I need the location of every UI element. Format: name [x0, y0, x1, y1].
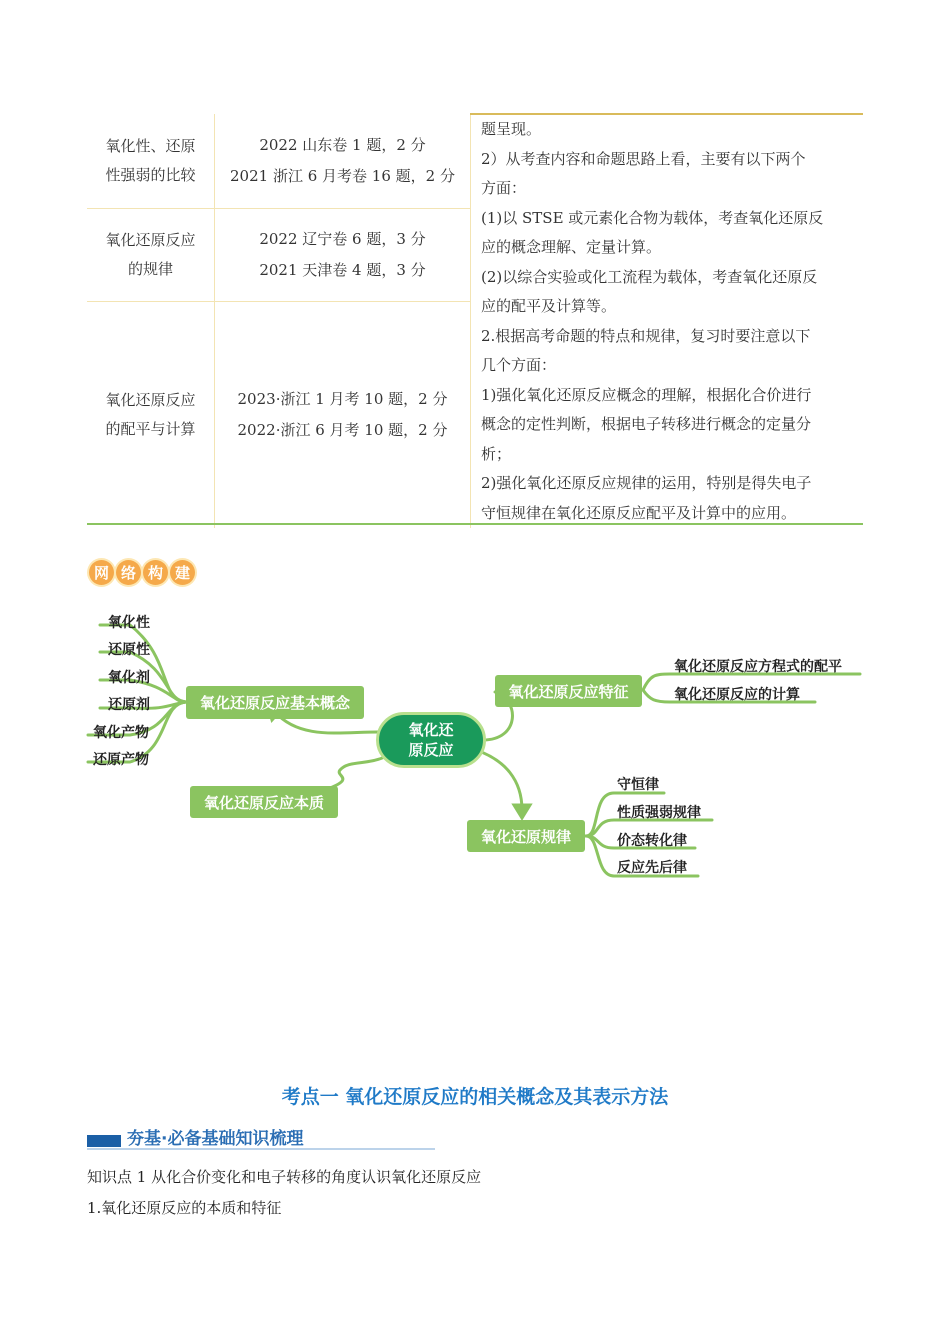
- leaf-strength: 性质强弱规律: [617, 805, 701, 821]
- subhead-bar: [87, 1135, 121, 1147]
- subhead-text: 夯基·必备基础知识梳理: [127, 1129, 304, 1149]
- network-badge: [89, 560, 195, 588]
- node-basic-concepts: 氧化还原反应基本概念: [186, 686, 364, 719]
- leaf-conservation: 守恒律: [617, 777, 659, 793]
- leaf-balancing: 氧化还原反应方程式的配平: [674, 659, 842, 675]
- badge-char: 构: [143, 560, 168, 585]
- table-cell-exams: 2022 山东卷 1 题，2 分 2021 浙江 6 月考卷 16 题，2 分: [215, 114, 471, 208]
- leaf-valence: 价态转化律: [617, 833, 687, 849]
- exam-analysis-table: [87, 113, 863, 528]
- knowledge-point: 知识点 1 从化合价变化和电子转移的角度认识氧化还原反应: [87, 1168, 482, 1186]
- table-cell-analysis: 题呈现。 2）从考查内容和命题思路上看，主要有以下两个 方面： (1)以 STSE 或元素化合物为载体，考查氧化还原反 应的概念理解、定量计算。 (2)以综合实验或化工流程为载体，考查氧化还原反 应的配平及计算等。 2.根据高考命题的特点和规律，复习时要注意以下 几个方面： 1)强化氧化还原反应概念的理解，根据化合价进行 概念的定性判断，根据电子转移进行概念的定量分 析； 2)强化氧化还原反应规律的运用，特别是得失电子 守恒规律在氧化还原反应配平及计算中的应用。: [471, 114, 864, 528]
- subhead: [87, 1124, 437, 1152]
- table-cell-topic: 氧化性、还原 性强弱的比较: [87, 114, 215, 208]
- section-title: 考点一 氧化还原反应的相关概念及其表示方法: [281, 1086, 669, 1108]
- leaf-reduction-product: 还原产物: [93, 752, 149, 768]
- table-cell-exams: 2022 辽宁卷 6 题，3 分 2021 天津卷 4 题，3 分: [215, 208, 471, 301]
- node-laws: 氧化还原规律: [467, 820, 585, 852]
- badge-char: 建: [170, 560, 195, 585]
- leaf-oxidant: 氧化剂: [108, 670, 150, 686]
- table-cell-exams: 2023·浙江 1 月考 10 题，2 分 2022·浙江 6 月考 10 题，2 分: [215, 302, 471, 528]
- leaf-order: 反应先后律: [617, 860, 687, 876]
- leaf-calculation: 氧化还原反应的计算: [674, 687, 800, 703]
- paragraph: 1.氧化还原反应的本质和特征: [87, 1199, 282, 1217]
- node-center: [376, 712, 486, 768]
- center-line: 氧化还: [408, 721, 454, 739]
- node-essence: 氧化还原反应本质: [190, 786, 338, 818]
- table-bottom-rule: [87, 523, 863, 525]
- table-cell-topic: 氧化还原反应 的规律: [87, 208, 215, 301]
- leaf-reductant: 还原剂: [108, 697, 150, 713]
- leaf-oxidation-product: 氧化产物: [93, 725, 149, 741]
- mind-map: [0, 600, 950, 900]
- leaf-reducing: 还原性: [108, 642, 150, 658]
- table-cell-topic: 氧化还原反应 的配平与计算: [87, 302, 215, 528]
- badge-char: 网: [89, 560, 114, 585]
- badge-char: 络: [116, 560, 141, 585]
- center-line: 原反应: [408, 741, 454, 759]
- node-feature: 氧化还原反应特征: [495, 675, 642, 707]
- leaf-oxidizing: 氧化性: [108, 615, 150, 631]
